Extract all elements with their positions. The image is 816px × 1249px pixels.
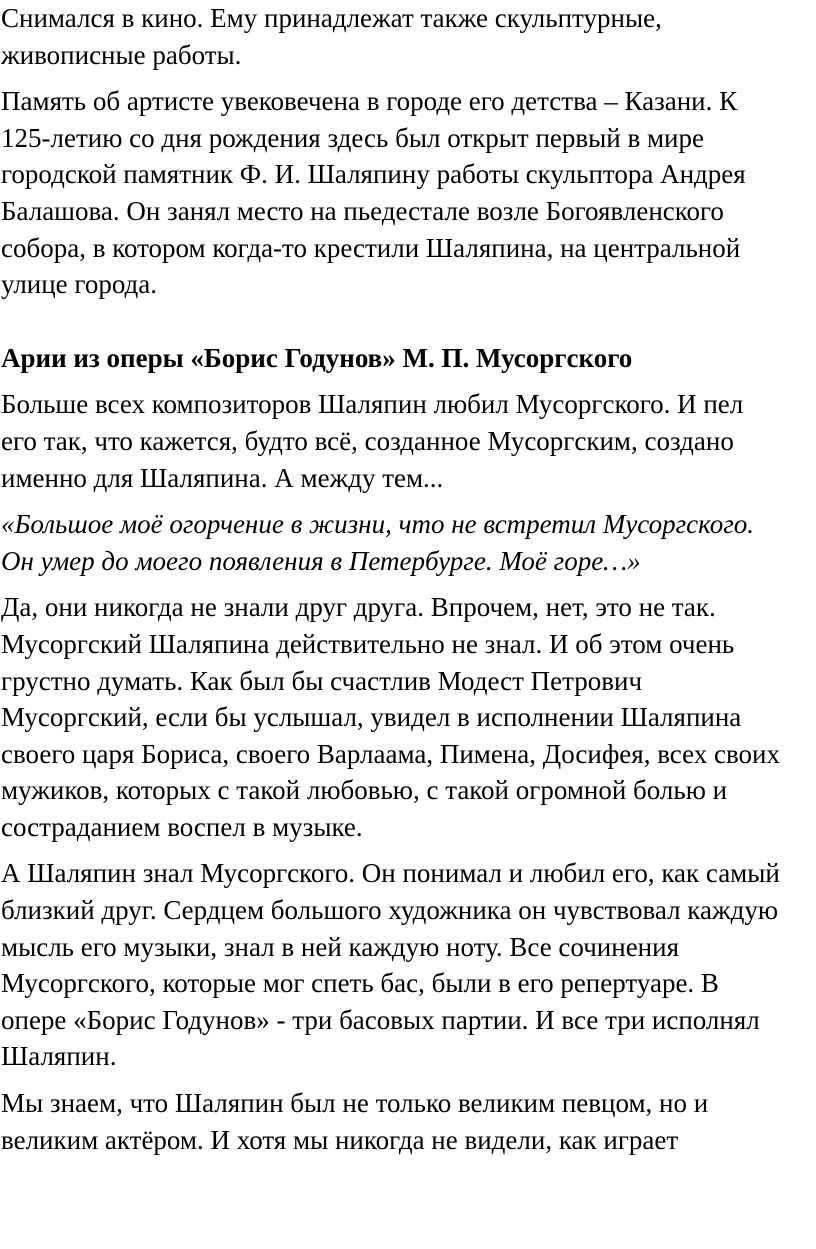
text-line: Больше всех композиторов Шаляпин любил Мусоргского. И пел [1,389,744,420]
paragraph-spacer [1,579,816,589]
text-line: мысль его музыки, знал в ней каждую ноту. Все сочинения [1,931,679,962]
text-line: 125-летию со дня рождения здесь был открыт первый в мире [1,122,704,153]
text-line: Память об артисте увековечена в городе его детства – Казани. К [1,86,738,117]
text-line: собора, в котором когда-то крестили Шаляпина, на центральной [1,232,741,263]
text-line: опере «Борис Годунов» - три басовых партии. И все три исполнял [1,1004,760,1035]
paragraph-film-sculpture [1,0,816,73]
quote-paragraph [1,506,816,579]
text-line: Снимался в кино. Ему принадлежат также скульптурные, [1,3,662,33]
text-line: Шаляпин. [1,1041,117,1072]
paragraph-kazan-monument [1,83,816,303]
text-line: Мы знаем, что Шаляпин был не только великим певцом, но и [1,1088,709,1119]
text-line: улице города. [1,269,158,300]
text-line: грустно думать. Как был бы счастлив Модест Петрович [1,665,643,696]
text-line: состраданием воспел в музыке. [1,811,363,842]
paragraph-spacer [1,1075,816,1085]
section-spacer [1,303,816,340]
text-line: близкий друг. Сердцем большого художника он чувствовал каждую [1,895,779,926]
text-line: великим актёром. И хотя мы никогда не видели, как играет [1,1124,679,1155]
paragraph-spacer [1,845,816,855]
text-line: именно для Шаляпина. А между тем... [1,462,444,493]
text-line: Мусоргского, которые мог спеть бас, были в его репертуаре. В [1,968,719,999]
text-line: А Шаляпин знал Мусоргского. Он понимал и любил его, как самый [1,858,780,889]
paragraph-loved-mussorgsky [1,386,816,496]
heading-line: Арии из оперы «Борис Годунов» М. П. Мусоргского [1,342,633,373]
text-line: живописные работы. [1,39,242,70]
text-line: мужиков, которых с такой любовью, с такой огромной болью и [1,775,728,806]
paragraph-spacer [1,73,816,83]
paragraph-spacer [1,376,816,386]
text-line: Мусоргский Шаляпина действительно не знал. И об этом очень [1,628,735,659]
paragraph-great-actor [1,1085,816,1158]
text-line: его так, что кажется, будто всё, созданное Мусоргским, создано [1,425,734,456]
section-heading [1,340,816,377]
text-line: Мусоргский, если бы услышал, увидел в исполнении Шаляпина [1,702,742,733]
paragraph-chaliapin-knew [1,855,816,1075]
text-line: городской памятник Ф. И. Шаляпину работы скульптора Андрея [1,159,746,190]
quote-line: «Большое моё огорчение в жизни, что не встретил Мусоргского. [1,509,755,540]
quote-line: Он умер до моего появления в Петербурге. Моё горе…» [1,545,641,576]
paragraph-spacer [1,496,816,506]
text-line: Да, они никогда не знали друг друга. Впрочем, нет, это не так. [1,592,716,623]
text-line: своего царя Бориса, своего Варлаама, Пимена, Досифея, всех своих [1,738,780,769]
paragraph-never-met [1,589,816,845]
text-line: Балашова. Он занял место на пьедестале возле Богоявленского [1,195,724,226]
